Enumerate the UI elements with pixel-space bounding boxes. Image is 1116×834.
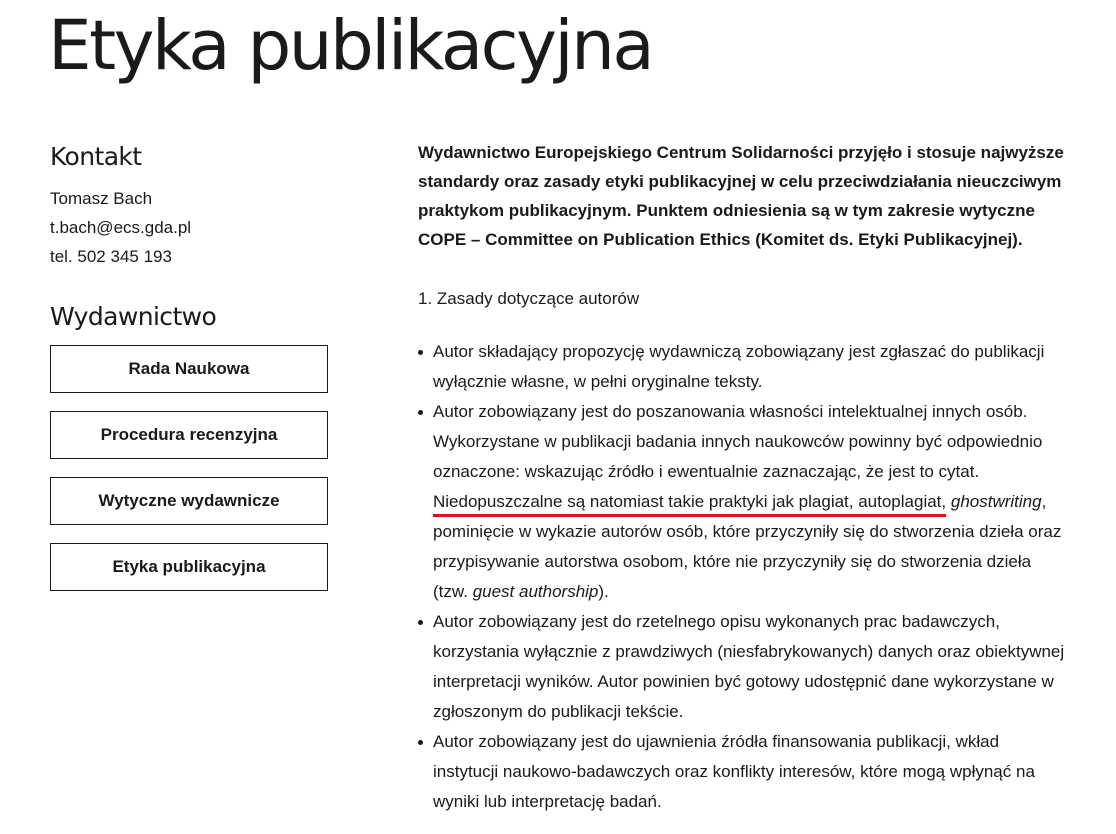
rule-text-end: ).	[598, 582, 609, 601]
rule-text: Autor zobowiązany jest do rzetelnego opisu wykonanych prac badawczych, korzystania wyłącznie z prawdziwych (niesfabrykowanych) danych oraz obiektywnej interpretacji wyników. Autor powinien być gotowy udostępnić dane wykorzystane w zgłoszonym do publikacji tekście.	[433, 612, 1065, 721]
sidebar	[50, 140, 328, 609]
list-item	[418, 397, 1068, 607]
rule-text: Autor zobowiązany jest do ujawnienia źródła finansowania publikacji, wkład instytucji naukowo-badawczych oraz konflikty interesów, które mogą wpłynąć na wyniki lub interpretację badań.	[433, 732, 1035, 811]
author-rules-list	[418, 337, 1068, 817]
contact-name: Tomasz Bach	[50, 189, 153, 208]
rule-emphasis-guest-authorship: guest authorship	[472, 582, 599, 601]
nav-button-rada-naukowa[interactable]: Rada Naukowa	[50, 345, 328, 393]
highlighted-rule-text: Niedopuszczalne są natomiast takie praktyki jak plagiat, autoplagiat,	[433, 492, 947, 511]
publisher-heading: Wydawnictwo	[50, 302, 217, 331]
contact-info	[50, 184, 328, 271]
nav-button-procedura-recenzyjna[interactable]: Procedura recenzyjna	[50, 411, 328, 459]
intro-paragraph: Wydawnictwo Europejskiego Centrum Solidarności przyjęło i stosuje najwyższe standardy oraz zasady etyki publikacyjnej w celu przeciwdziałania nieuczciwym praktykom publikacyjnym. Punktem odniesienia są w tym zakresie wytyczne COPE – Committee on Publication Ethics (Komitet ds. Etyki Publikacyjnej).	[418, 143, 1064, 249]
rule-text-middle: , pominięcie w wykazie autorów osób, które przyczyniły się do stworzenia dzieła oraz przypisywanie autorstwa osobom, które nie przyczyniły się do stworzenia dzieła (tzw.	[433, 492, 1062, 601]
rule-emphasis-ghostwriting: ghostwriting	[950, 492, 1042, 511]
publisher-nav	[50, 345, 328, 591]
list-item	[418, 607, 1068, 727]
rule-text-before: Autor zobowiązany jest do poszanowania własności intelektualnej innych osób. Wykorzystane w publikacji badania innych naukowców powinny być odpowiednio oznaczone: wskazując źródło i ewentualnie zaznaczając, że jest to cytat.	[433, 402, 1043, 481]
rule-text: Autor składający propozycję wydawniczą zobowiązany jest zgłaszać do publikacji wyłącznie własne, w pełni oryginalne teksty.	[433, 342, 1045, 391]
page-title: Etyka publikacyjna	[48, 6, 653, 86]
contact-heading: Kontakt	[50, 142, 142, 171]
nav-button-etyka-publikacyjna[interactable]: Etyka publikacyjna	[50, 543, 328, 591]
main-content	[418, 138, 1068, 817]
nav-button-wytyczne-wydawnicze[interactable]: Wytyczne wydawnicze	[50, 477, 328, 525]
contact-phone: tel. 502 345 193	[50, 247, 172, 266]
contact-email: t.bach@ecs.gda.pl	[50, 218, 192, 237]
list-item	[418, 337, 1068, 397]
section-heading: 1. Zasady dotyczące autorów	[418, 289, 640, 308]
list-item	[418, 727, 1068, 817]
